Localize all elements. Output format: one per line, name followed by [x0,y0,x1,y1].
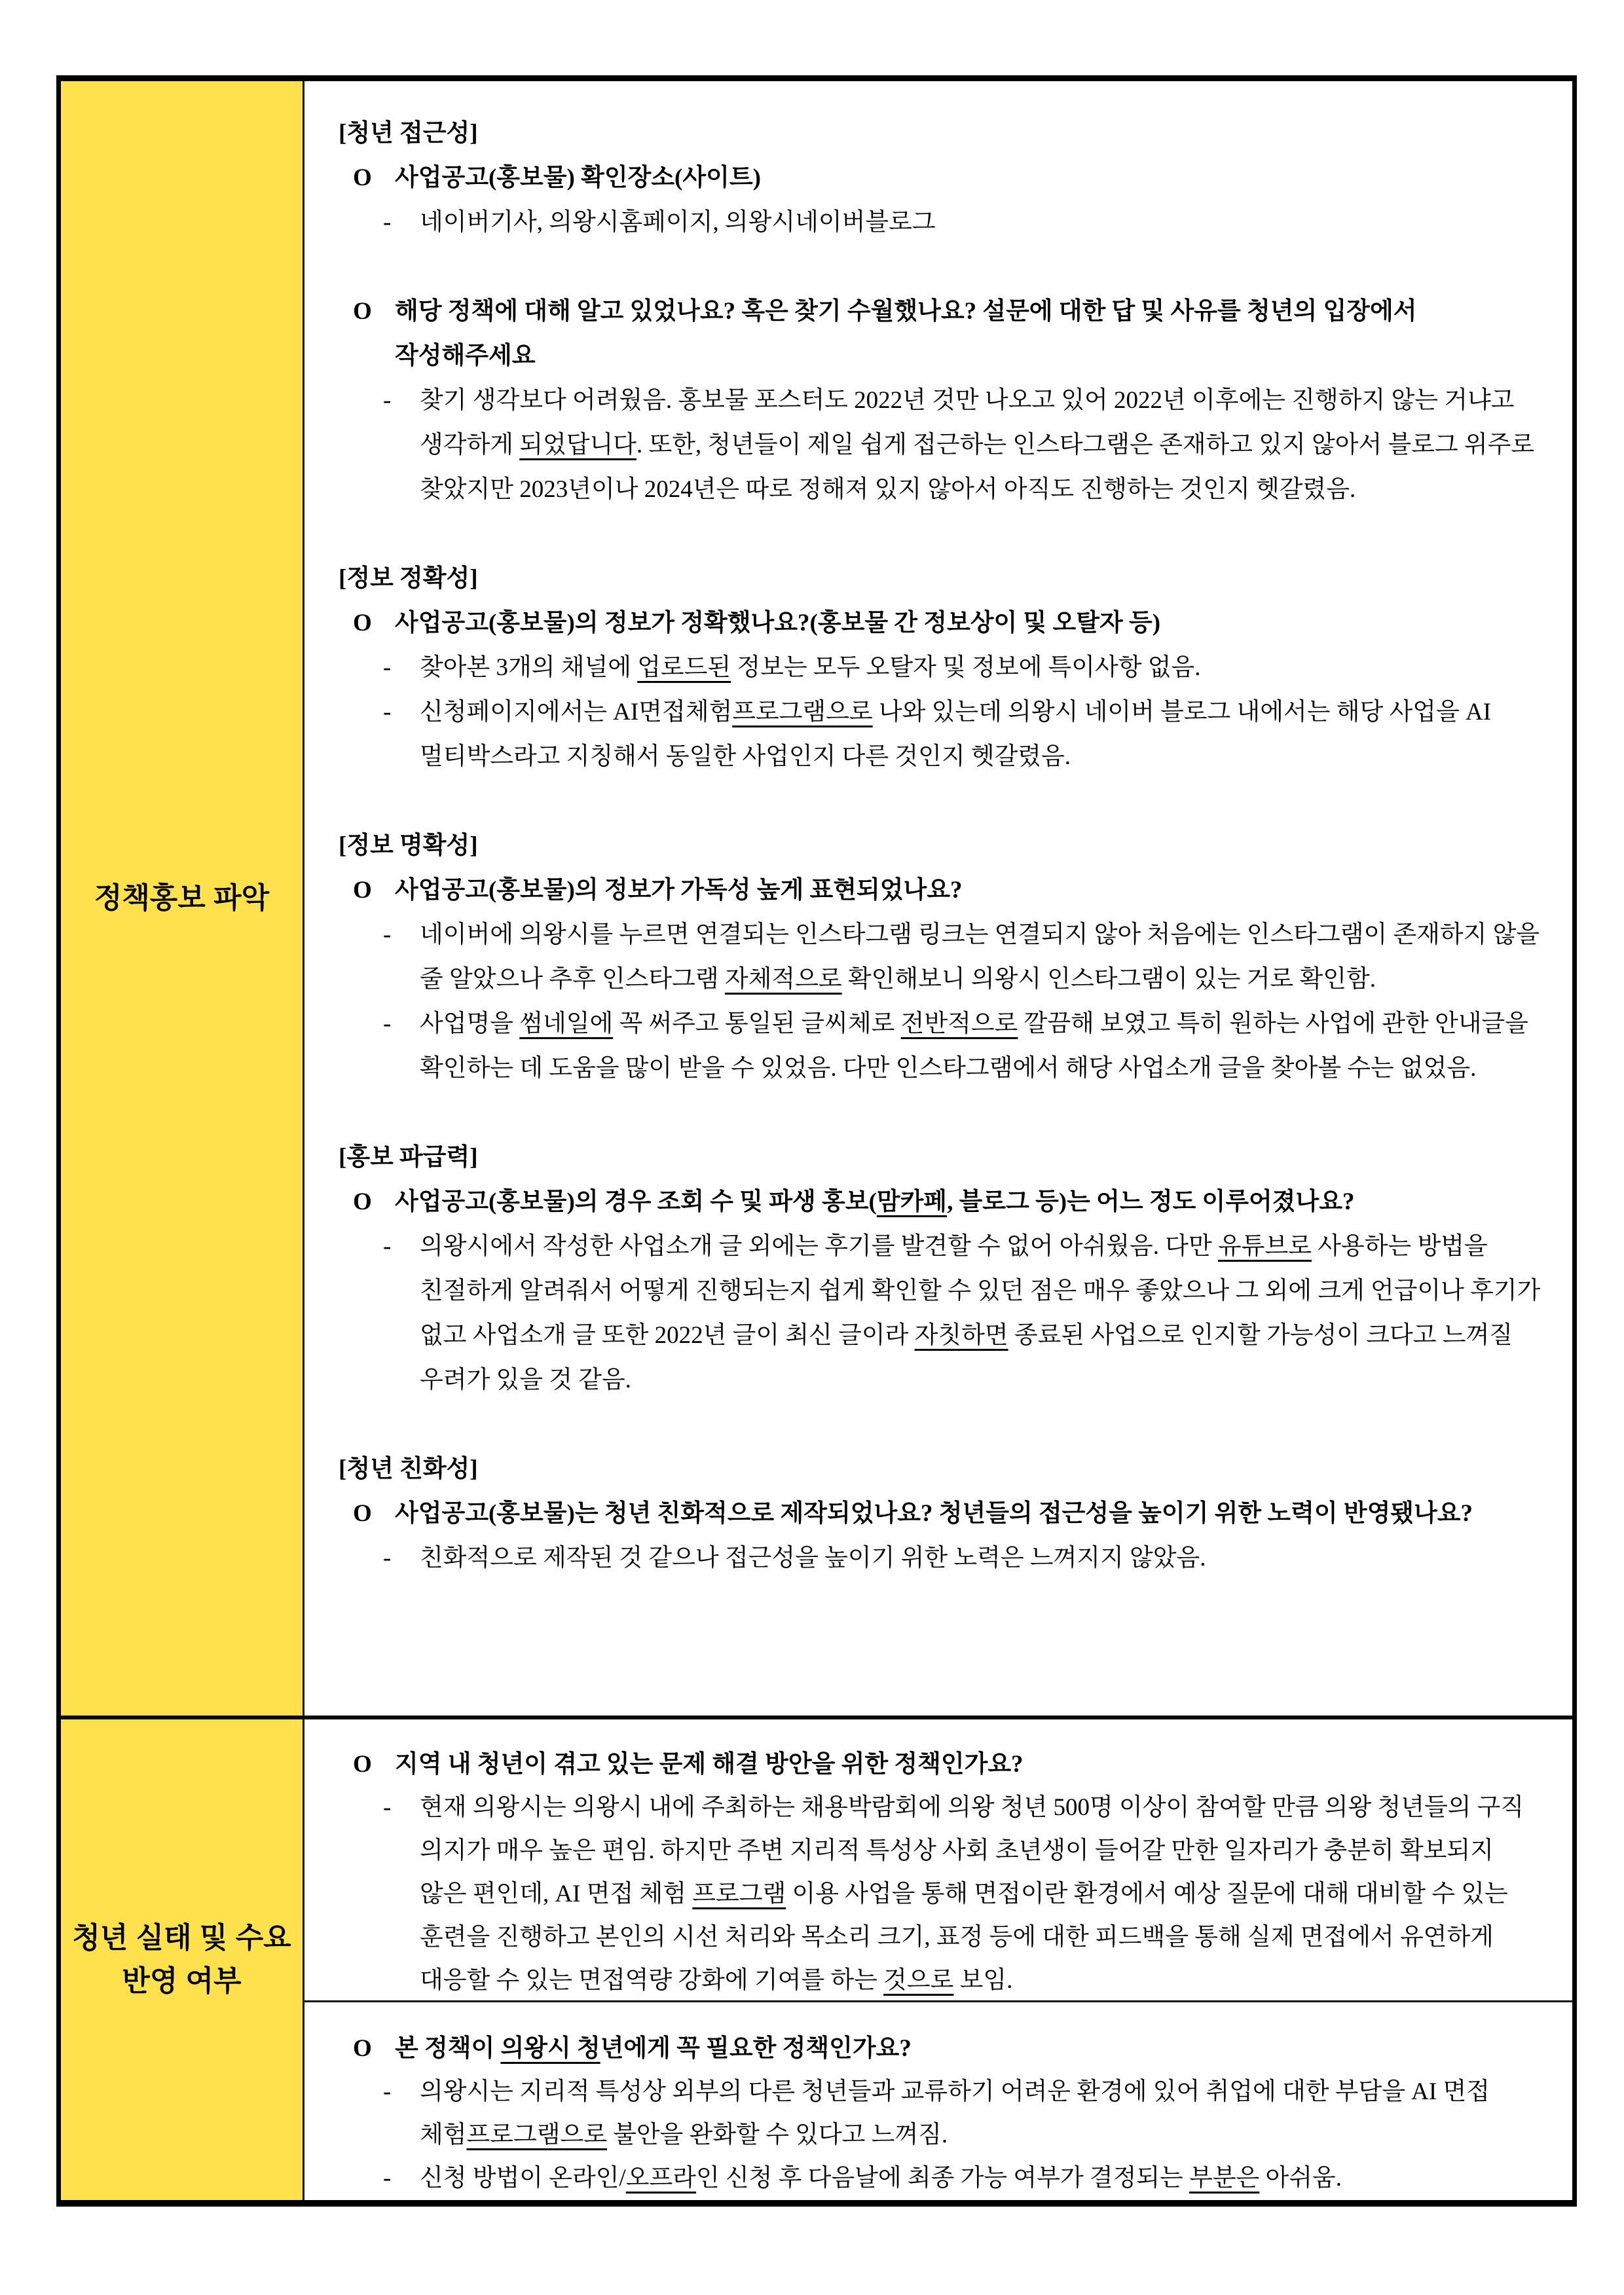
answer-line [322,646,1546,690]
section-info-clarity [322,824,1546,1091]
text-run: 찾아본 3개의 채널에 [420,654,638,681]
text-run: 정보는 모두 오탈자 및 정보에 특이사항 없음. [731,654,1201,681]
question-line [322,1492,1546,1536]
answer-line [322,200,1546,245]
question-line [322,2027,1546,2070]
underlined-text: 의왕시 청 [500,2035,600,2062]
table-row-youth-demand [61,1719,1572,2200]
policy-review-table [56,75,1577,2207]
text-run: 친화적으로 제작된 것 같으나 접근성을 높이기 위한 노력은 느껴지지 않았음. [420,1545,1206,1571]
text-run: 사업공고(홍보물)의 정보가 정확했나요?(홍보물 간 정보상이 및 오탈자 등) [395,610,1161,636]
answer-line [322,1786,1546,2002]
underlined-text: 프로그램으로 [466,2121,607,2148]
text-run: 인 신청 후 다음날에 최종 가능 여부가 결정되는 [695,2165,1190,2192]
underlined-text: 프로그램으로 [732,699,873,725]
text-run: 네이버기사, 의왕시홈페이지, 의왕시네이버블로그 [420,209,936,236]
section-header: [청년 접근성] [339,120,478,147]
text-run: 종료된 사업으로 인지할 가능성이 크다고 느껴질 우려가 있을 것 같음. [420,1322,1513,1393]
text-run: 신청 방법이 온라인/ [420,2165,626,2192]
answer-line [322,1536,1546,1581]
underlined-text: 되었답니다 [519,431,637,458]
underlined-text: 업로드된 [637,654,731,681]
content-cell-policy-promotion [304,81,1572,1716]
text-run: 깔끔해 보였고 특히 원하는 사업에 관한 안내글을 확인하는 데 도움을 많이 받을 수 있었음. 다만 인스타그램에서 해당 사업소개 글을 찾아볼 수는 없었음. [420,1010,1528,1082]
text-run: 네이버에 의왕시를 누르면 연결되는 인스타그램 링크는 연결되지 않아 처음에는 인스타그램이 존재하지 않을 줄 알았으나 추후 인스타그램 [420,921,1540,993]
underlined-text: 썸네일에 [519,1010,614,1037]
text-run: 찾기 생각보다 어려웠음. 홍보물 포스터도 2022년 것만 나오고 있어 2022년 이후에는 진행하지 않는 거냐고 생각하게 [420,387,1515,458]
text-run: 본 정책이 [395,2035,501,2062]
question-line [322,1743,1546,1786]
content-col-youth-demand [304,1719,1572,2200]
text-run: 꼭 써주고 통일된 글씨체로 [613,1010,901,1037]
answer-line [322,913,1546,1002]
table-row-policy-promotion [61,81,1572,1719]
answer-line [322,2157,1546,2200]
answer-line [322,690,1546,779]
text-run: 사업공고(홍보물)의 경우 조회 수 및 파생 홍보( [395,1188,877,1215]
answer-line [322,1002,1546,1091]
row-label-policy-promotion [61,81,304,1716]
section-youth-accessibility [322,111,1546,512]
text-run: 의왕시는 지리적 특성상 외부의 다른 청년들과 교류하기 어려운 환경에 있어 취업에 대한 부담을 AI 면접 체험 [420,2078,1490,2148]
answer-line [322,378,1546,512]
text-run: 의왕시에서 작성한 사업소개 글 외에는 후기를 발견할 수 없어 아쉬웠음. 다만 [420,1233,1219,1260]
answer-line [322,1224,1546,1403]
section-header: [정보 명확성] [339,832,478,859]
underlined-text: 전반적으로 [900,1010,1018,1037]
section-info-accuracy [322,557,1546,779]
section-promotion-reach [322,1135,1546,1403]
question-line [322,601,1546,646]
underlined-text: 것으로 [883,1967,954,1994]
row-label-text: 청년 실태 및 수요 반영 여부 [72,1922,291,1997]
text-run: 신청페이지에서는 AI면접체험 [420,699,733,725]
question-line [322,156,1546,200]
section-header: [청년 친화성] [339,1456,478,1482]
underlined-text: 자칫하면 [914,1322,1008,1349]
text-run: , 블로그 등)는 어느 정도 이루어졌나요? [947,1188,1355,1215]
underlined-text: 오프라 [625,2165,696,2192]
row-label-youth-demand [61,1719,304,2200]
question-line [322,289,1546,378]
section-header: [정보 정확성] [339,565,478,592]
underlined-text: 자체적으로 [724,966,842,993]
question-line [322,868,1546,913]
text-run: 현재 의왕시는 의왕시 내에 주최하는 채용박람회에 의왕 청년 500명 이상이 참여할 만큼 의왕 청년들의 구직 의지가 매우 높은 편임. 하지만 주변 지리적 특성상 사회 초년생이 들어갈 만한 일자리가 충분히 확보되지 않은 편인데, AI 면접 체험 [420,1794,1524,1907]
text-run: 사업공고(홍보물)의 정보가 가독성 높게 표현되었나요? [395,877,963,904]
text-run: 사업공고(홍보물) 확인장소(사이트) [395,164,761,191]
question-line [322,1180,1546,1224]
text-run: 사용하는 방법을 친절하게 알려줘서 어떻게 진행되는지 쉽게 확인할 수 있던 점은 매우 좋았으나 그 외에 크게 언급이나 후기가 없고 사업소개 글 또한 2022년 글이 최신 글이라 [420,1233,1541,1349]
section-header: [홍보 파급력] [339,1144,478,1171]
text-run: 사업공고(홍보물)는 청년 친화적으로 제작되었나요? 청년들의 접근성을 높이기 위한 노력이 반영됐나요? [395,1500,1473,1527]
underlined-text: 부분은 [1189,2165,1260,2192]
row-label-text: 정책홍보 파악 [94,882,270,914]
text-run: 불안을 완화할 수 있다고 느껴짐. [606,2121,948,2148]
underlined-text: 유튜브로 [1218,1233,1312,1260]
answer-line [322,2070,1546,2157]
text-run: 지역 내 청년이 겪고 있는 문제 해결 방안을 위한 정책인가요? [395,1751,1024,1778]
section-youth-friendliness [322,1447,1546,1581]
subrow-problem-solving [304,1719,1572,2002]
text-run: . 또한, 청년들이 제일 쉽게 접근하는 인스타그램은 존재하고 있지 않아서 블로그 위주로 찾았지만 2023년이나 2024년은 따로 정해져 있지 않아서 아직도 진행하는 것인지 헷갈렸음. [420,431,1535,503]
text-run: 이용 사업을 통해 면접이란 환경에서 예상 질문에 대해 대비할 수 있는 훈련을 진행하고 본인의 시선 처리와 목소리 크기, 표정 등에 대한 피드백을 통해 실제 면접에서 유연하게 대응할 수 있는 면접역량 강화에 기여를 하는 [420,1881,1508,1994]
text-run: 보임. [953,1967,1013,1994]
text-run: 해당 정책에 대해 알고 있었나요? 혹은 찾기 수월했나요? 설문에 대한 답 및 사유를 청년의 입장에서 작성해주세요 [395,298,1417,369]
underlined-text: 프로그램 [692,1881,786,1907]
underlined-text: 맘카페 [876,1188,948,1215]
text-run: 사업명을 [420,1010,520,1037]
text-run: 년에게 꼭 필요한 정책인가요? [600,2035,912,2062]
text-run: 확인해보니 의왕시 인스타그램이 있는 거로 확인함. [841,966,1376,993]
text-run: 아쉬움. [1259,2165,1342,2192]
text-run: 나와 있는데 의왕시 네이버 블로그 내에서는 해당 사업을 AI 멀티박스라고 지칭해서 동일한 사업인지 다른 것인지 헷갈렸음. [420,699,1492,770]
subrow-policy-necessity [304,2002,1572,2200]
